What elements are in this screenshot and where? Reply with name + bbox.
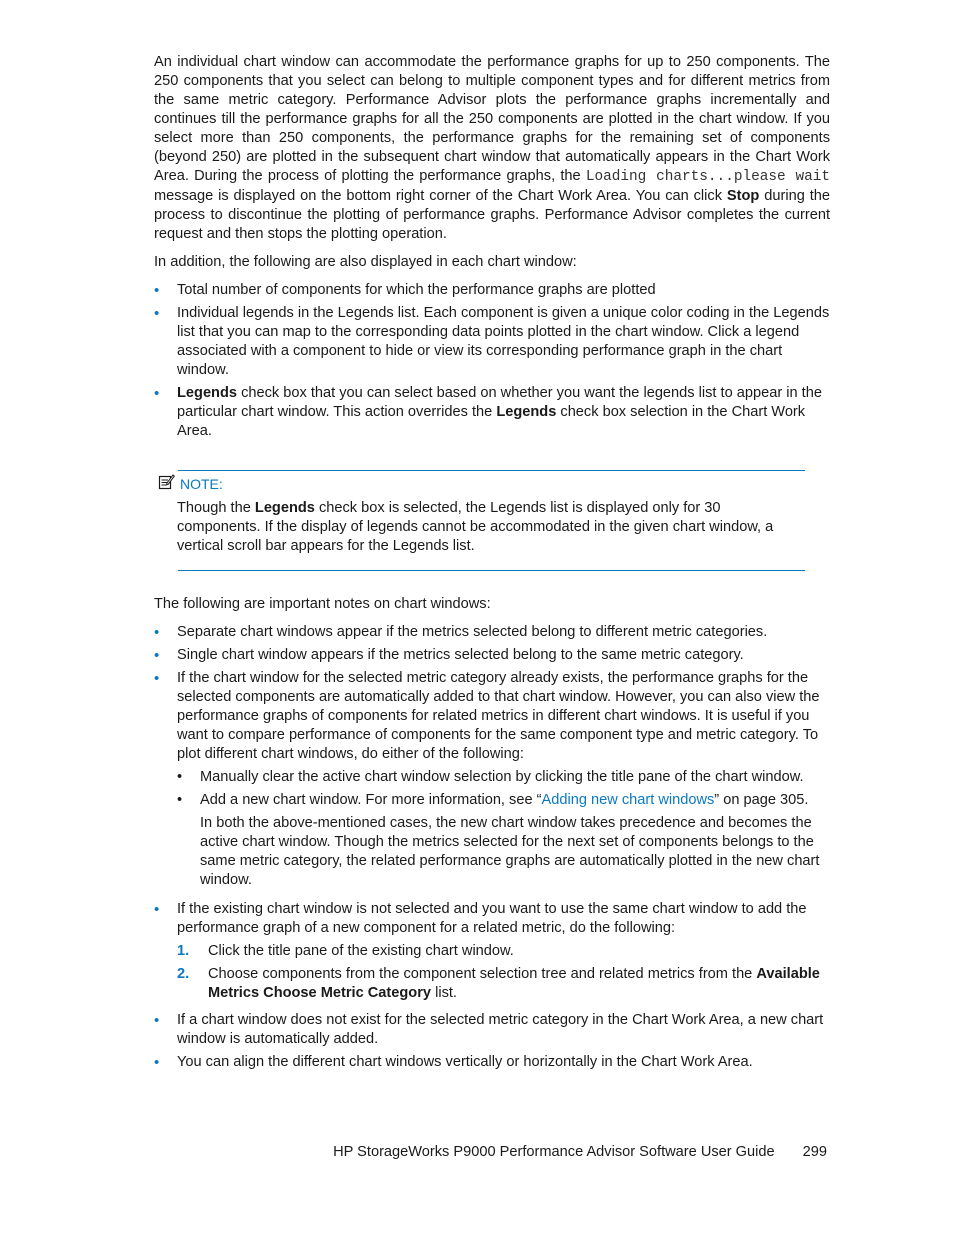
intro-lead: In addition, the following are also displayed in each chart window: — [154, 254, 577, 270]
list-item: • Single chart window appears if the metrics selected belong to the same metric category. — [154, 646, 830, 665]
step-text: Click the title pane of the existing chart window. — [208, 943, 514, 959]
steps-list — [177, 942, 830, 1003]
sub-list-item-text: Add a new chart window. For more information, see “ — [200, 792, 542, 808]
note-text-part: Though the — [177, 500, 255, 516]
list-item — [154, 669, 830, 890]
step-number: 1. — [177, 943, 190, 959]
note-top-rule — [178, 470, 805, 471]
list-item-text: check box selection in the Chart Work Area. — [177, 404, 806, 439]
step-number: 2. — [177, 966, 190, 982]
sub-list-item-text: ” on page 305. — [714, 792, 809, 808]
note-icon — [158, 473, 175, 496]
page-number: 299 — [802, 1144, 827, 1160]
adding-new-chart-windows-link[interactable]: Adding new chart windows — [541, 792, 715, 808]
intro-text: during the process to discontinue the plotting of performance graphs. Performance Advisor completes the current request and then stops the plotting operation. — [154, 188, 831, 242]
list-item-text: check box that you can select based on whether you want the legends list to appear in the particular chart window. This action overrides the — [177, 385, 822, 420]
step-text: Choose components from the component selection tree and related metrics from the — [208, 966, 757, 982]
step-text: list. — [431, 985, 457, 1001]
intro-paragraph — [154, 53, 830, 244]
step-item — [177, 965, 830, 1003]
list-item: • If a chart window does not exist for the selected metric category in the Chart Work Area, a new chart window is automatically added. — [154, 1011, 830, 1049]
loading-message-code: Loading charts...please wait — [585, 169, 830, 185]
footer-title: HP StorageWorks P9000 Performance Advisor Software User Guide — [333, 1144, 775, 1160]
list-item — [154, 384, 830, 441]
list-item: • You can align the different chart windows vertically or horizontally in the Chart Work Area. — [154, 1053, 830, 1072]
chart-window-notes-section — [154, 595, 830, 1076]
legends-term: Legends — [177, 385, 238, 401]
note-text-part: check box is selected, the Legends list is displayed only for 30 components. If the display of legends cannot be accommodated in the given chart window, a vertical scroll bar appears for the Legends list. — [177, 500, 774, 554]
page-footer — [300, 1143, 827, 1162]
list-item — [154, 900, 830, 1003]
note-text — [177, 499, 807, 556]
intro-text: An individual chart window can accommodate the performance graphs for up to 250 components. The 250 components that you select can belong to multiple component types and for different metrics from the same metric category. Performance Advisor plots the performance graphs incrementally and continues till the performance graphs for all the 250 components are plotted in the chart window. If you select more than 250 components, the performance graphs for the remaining set of components (beyond 250) are plotted in the subsequent chart window that automatically appears in the Chart Work Area. During the process of plotting the performance graphs, the — [154, 54, 830, 184]
sub-list — [177, 768, 830, 810]
intro-text: message is displayed on the bottom right corner of the Chart Work Area. You can click — [154, 188, 727, 204]
chart-window-items-list — [154, 281, 830, 441]
list-item-text: If the existing chart window is not selected and you want to use the same chart window to add the performance graph of a new component for a related metric, do the following: — [177, 901, 807, 936]
sub-paragraph: In both the above-mentioned cases, the new chart window takes precedence and becomes the active chart window. Though the metrics selected for the next set of components belongs to the same metric category, the related performance graphs are automatically plotted in the new chart window. — [200, 815, 820, 888]
note-box — [154, 470, 805, 570]
note-label: NOTE: — [180, 476, 223, 492]
chart-window-notes-list — [154, 623, 830, 1072]
stop-term: Stop — [726, 188, 760, 204]
section-lead: The following are important notes on chart windows: — [154, 596, 491, 612]
legends-term: Legends — [254, 500, 315, 516]
note-header — [158, 473, 223, 496]
list-item: • Separate chart windows appear if the metrics selected belong to different metric categories. — [154, 623, 830, 642]
legends-term: Legends — [496, 404, 557, 420]
note-bottom-rule — [178, 570, 805, 571]
metrics-term: Available Metrics Choose Metric Category — [208, 966, 820, 1001]
sub-list-item — [177, 791, 830, 810]
list-item-text: If the chart window for the selected metric category already exists, the performance graphs for the selected components are automatically added to that chart window. However, you can also view the performance graphs of components for related metrics in different chart windows. It is useful if you want to compare performance of components for the same component type and metric category. To plot different chart windows, do either of the following: — [177, 670, 820, 762]
intro-section — [154, 53, 830, 445]
step-item — [177, 942, 830, 961]
list-item: • Total number of components for which the performance graphs are plotted — [154, 281, 830, 300]
list-item: • Individual legends in the Legends list. Each component is given a unique color coding in the Legends list that you can map to the corresponding data points plotted in the chart window. Click a legend associated with a component to hide or view its corresponding performance graph in the chart window. — [154, 304, 830, 380]
sub-list-item: • Manually clear the active chart window selection by clicking the title pane of the chart window. — [177, 768, 830, 787]
